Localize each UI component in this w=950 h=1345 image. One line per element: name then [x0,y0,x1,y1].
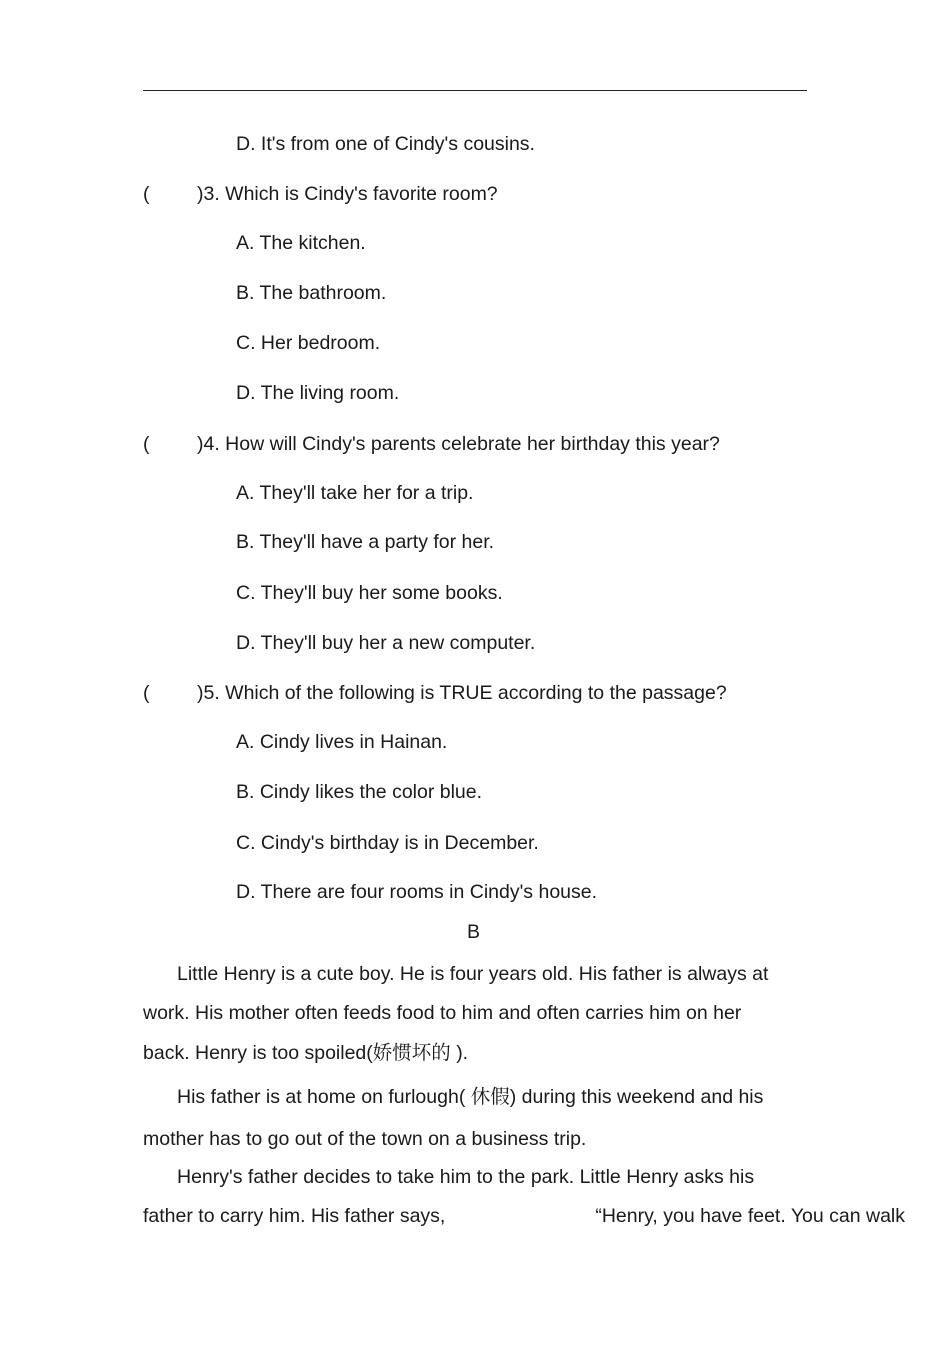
passage-line: back. Henry is too spoiled(娇惯坏的 ). [143,1042,469,1064]
answer-bracket-close: ) [197,183,204,205]
q5-option-a: A. Cindy lives in Hainan. [236,731,448,753]
q3-option-c: C. Her bedroom. [236,332,381,354]
answer-bracket-open[interactable]: ( [143,682,150,704]
q4-option-d: D. They'll buy her a new computer. [236,632,536,654]
section-heading: B [466,921,480,943]
q4-option-b: B. They'll have a party for her. [236,531,495,553]
question-5 [143,681,727,705]
header-rule [143,90,807,91]
q5-option-d: D. There are four rooms in Cindy's house. [236,881,598,903]
passage-text: father to carry him. His father says, [143,1205,446,1227]
q5-option-c: C. Cindy's birthday is in December. [236,832,539,854]
q3-option-b: B. The bathroom. [236,282,387,304]
question-prompt: 5. Which of the following is TRUE according to the passage? [203,682,727,704]
q3-option-a: A. The kitchen. [236,232,366,254]
q5-option-b: B. Cindy likes the color blue. [236,781,483,803]
question-prompt: 3. Which is Cindy's favorite room? [203,183,498,205]
passage-line: His father is at home on furlough( 休假) during this weekend and his [177,1086,764,1108]
q2-option-d: D. It's from one of Cindy's cousins. [236,133,535,155]
passage-line: work. His mother often feeds food to him and often carries him on her [143,1002,742,1024]
question-prompt: 4. How will Cindy's parents celebrate her birthday this year? [203,433,720,455]
answer-bracket-open[interactable]: ( [143,183,150,205]
answer-bracket-close: ) [197,433,204,455]
answer-bracket-close: ) [197,682,204,704]
passage-line: Henry's father decides to take him to the park. Little Henry asks his [177,1166,755,1188]
answer-bracket-open[interactable]: ( [143,433,150,455]
question-3 [143,182,498,206]
question-4 [143,432,720,456]
passage-line [143,1204,905,1228]
passage-line: mother has to go out of the town on a business trip. [143,1128,587,1150]
q4-option-c: C. They'll buy her some books. [236,582,503,604]
passage-line: Little Henry is a cute boy. He is four years old. His father is always at [177,963,769,985]
q4-option-a: A. They'll take her for a trip. [236,482,474,504]
q3-option-d: D. The living room. [236,382,400,404]
passage-text: “Henry, you have feet. You can walk [595,1205,906,1227]
